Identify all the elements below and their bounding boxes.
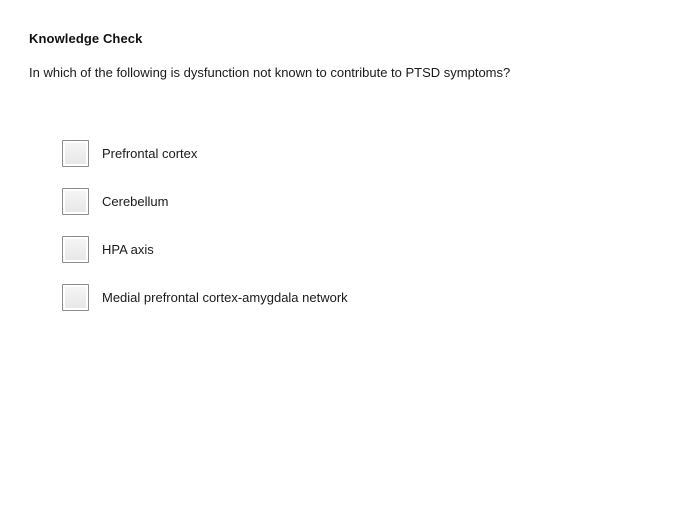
answer-label: HPA axis — [102, 241, 154, 257]
answer-label: Cerebellum — [102, 193, 169, 209]
answer-label: Prefrontal cortex — [102, 145, 198, 161]
quiz-title: Knowledge Check — [29, 31, 143, 46]
answer-option-cerebellum[interactable] — [62, 187, 348, 215]
answer-checkbox[interactable] — [62, 284, 89, 311]
answer-checkbox[interactable] — [62, 140, 89, 167]
answer-checkbox[interactable] — [62, 236, 89, 263]
answer-options-list — [62, 139, 348, 331]
answer-checkbox[interactable] — [62, 188, 89, 215]
answer-option-mpfc-amygdala-network[interactable] — [62, 283, 348, 311]
question-text: In which of the following is dysfunction not known to contribute to PTSD symptoms? — [29, 65, 511, 80]
answer-label: Medial prefrontal cortex-amygdala network — [102, 289, 348, 305]
answer-option-hpa-axis[interactable] — [62, 235, 348, 263]
answer-option-prefrontal-cortex[interactable] — [62, 139, 348, 167]
